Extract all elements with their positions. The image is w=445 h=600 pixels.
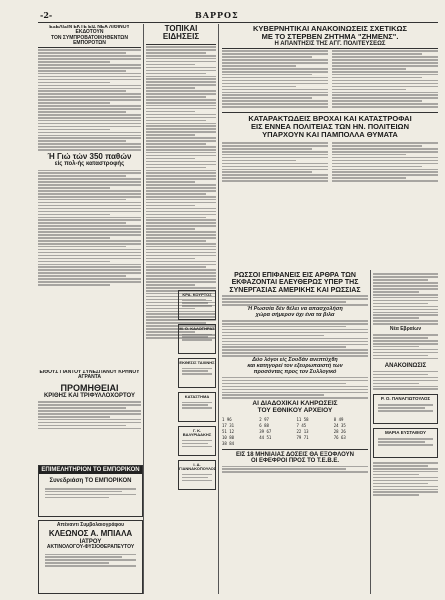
column-3-bottom [222, 272, 368, 594]
lottery-number: 38 84 [222, 440, 235, 446]
subhead-3: Δύο λόγοι είς Σουδάν ανεπτύχθη [252, 357, 338, 364]
ad-box [178, 426, 216, 456]
lottery-number: 1 96 [222, 416, 232, 422]
lottery-table [222, 417, 368, 446]
headline-6: ΥΠΑΡΧΟΥΝ ΚΑΙ ΠΑΜΠΟΛΛΑ ΘΥΜΑΤΑ [262, 129, 398, 139]
masthead [0, 10, 445, 22]
ad-box [373, 394, 438, 424]
masthead-rule [38, 22, 438, 23]
promo-text [38, 401, 141, 429]
doctor-specialty: ΑΚΤΙΝΟΛΟΓΟΥ-ΦΥΣΙΟΘΕΡΑΠΕΥΤΟΥ [46, 543, 135, 550]
lottery-number: 24 35 [333, 422, 346, 428]
column-3-top [222, 25, 438, 270]
lottery-number: 51 12 [222, 428, 235, 434]
promo-block [38, 370, 141, 460]
lottery-number: 2 97 [259, 416, 269, 422]
note-1: Νέα Εβραίων [389, 325, 422, 332]
article-text [222, 320, 368, 357]
chamber-notice [38, 465, 143, 517]
column-divider [370, 270, 371, 594]
doctor-title: ΙΑΤΡΟΥ [79, 538, 102, 545]
section-title: ΤΟΠΙΚΑΙ ΕΙΔΗΣΕΙΣ [146, 25, 216, 45]
notice-title: ΕΠΙΜΕΛΗΤΗΡΙΟΝ ΤΟ ΕΜΠΟΡΙΚΟΝ [39, 466, 142, 474]
doctor-name: ΚΛΕΩΝΟΣ Α. ΜΠΙΑΛΑ [48, 529, 133, 539]
subhead-4: και κατηγορεί τον εξευρωπαιστή των [247, 362, 343, 369]
ad-title: ΚΑΤΑΣΤΗΜΑ [184, 394, 210, 399]
column-divider [218, 24, 219, 594]
subhead-5: προσόντας προς τον Συλλογικό [253, 368, 337, 375]
article-text [373, 334, 438, 359]
notice-subtitle: Συνεδριάση ΤΟ ΕΜΠΟΡΙΚΟΝ [49, 478, 132, 485]
article-text [373, 273, 438, 325]
ad-title: ΚΡΑ. ΚΟΥΡΤΟΣ [182, 292, 212, 297]
subhead-2: χώρα σήμερον όχι ένα τα βιλα [255, 311, 335, 318]
promo-top: ΕΙΘΟΥΣ ΓΙΑΝΤΟΥ ΣΥΝΕΣΠΑΝΟΥ ΚΡΗΝΟΥ ΑΓΡΑΝΤΑ [39, 370, 140, 381]
article-text [222, 49, 328, 109]
lottery-number: 10 80 [222, 434, 235, 440]
col2-ads [178, 290, 216, 590]
ad-box [178, 290, 216, 320]
lottery-number: 22 13 [296, 428, 309, 434]
headline-13: ΟΙ ΕΦΕΦΡΟΙ ΠΡΟΣ ΤΟ Τ.Ε.Β.Ε. [250, 457, 340, 464]
lottery-number: 8 49 [333, 416, 344, 422]
headline-2: ΤΟΝ ΣΥΜΠΡΟΒΑΤΟΙΚΗΘΕΝΤΩΝ ΕΜΠΟΡΟΤΩΝ [38, 36, 141, 49]
lottery-number: 28 26 [333, 428, 346, 434]
ad-title: ΜΑΡΙΑ ΕΥΣΤΑΘΙΟΥ [384, 430, 427, 436]
headline-1: ΕΞΕΛΙΞΙΝ ΕΚΤΕ ΕΙΣ ΝΕΑ ΛΙΘΙΝΟΥ ΕΚΔΟΤΟΥΝ [49, 25, 130, 36]
headline-4: ΚΑΤΑΡΑΚΤΩΔΕΙΣ ΒΡΟΧΑΙ ΚΑΙ ΚΑΤΑΣΤΡΟΦΑΙ [222, 112, 438, 123]
column-divider [143, 24, 144, 594]
lottery-number: 17 31 [222, 422, 235, 428]
article-text [222, 295, 368, 305]
headline-10: ΑΙ ΔΙΑΔΟΧΙΚΑΙ ΚΛΗΡΩΣΕΙΣ [252, 399, 338, 407]
headline-4: είς πολ-ής καταστροφής [54, 161, 125, 168]
lottery-number: 7 45 [296, 422, 307, 428]
announcement-text [373, 371, 438, 390]
lottery-number: 76 63 [333, 434, 346, 440]
headline-12: ΕΙΣ 18 ΜΗΝΙΑΙΑΣ ΔΟΣΕΙΣ ΘΑ ΕΞΟΦΛΟΥΝ [222, 449, 368, 458]
ad-box [178, 324, 216, 354]
headline-1: ΚΥΒΕΡΝΗΤΙΚΑΙ ΑΝΑΚΟΙΝΩΣΕΙΣ ΣΧΕΤΙΚΩΣ [253, 25, 407, 33]
article-text [222, 466, 368, 473]
lottery-number: 79 71 [296, 434, 309, 440]
column-4 [373, 272, 438, 594]
article-text [38, 170, 141, 286]
article-text [373, 462, 438, 496]
lottery-number: 44 51 [259, 434, 272, 440]
promo-title: ΠΡΟΜΗΘΕΙΑΙ [60, 382, 119, 393]
ad-box [373, 428, 438, 458]
article-text [332, 49, 438, 109]
lottery-number: 11 58 [296, 416, 309, 422]
doctor-ad-text [39, 550, 142, 570]
ad-box [178, 358, 216, 388]
ad-box [178, 392, 216, 422]
ad-title: Ι. Δ. ΓΙΑΝΝΑΚΟΠΟΥΛΟΣ [179, 462, 216, 472]
subhead-1: Ή Ρωσσία δέν θέλει να απασχολήση [247, 306, 343, 313]
lottery-number: 39 67 [259, 428, 272, 434]
ad-title: Γ. Κ. ΒΑΛΥΡΙΔΑΚΗΣ [182, 428, 212, 438]
announcement-title: ΑΝΑΚΟΙΝΩΣΙΣ [384, 363, 427, 370]
article-text [222, 141, 328, 183]
headline-7: ΡΩΣΣΟΙ ΕΠΙΦΑΝΕΙΣ ΕΙΣ ΑΡΘΡΑ ΤΩΝ [234, 272, 356, 279]
article-text [38, 49, 141, 150]
headline-11: ΤΟΥ ΕΘΝΙΚΟΥ ΑΡΧΕΙΟΥ [257, 406, 333, 414]
ad-title: Μ. Ο. ΚΑΛΟΓΗΡΑΣ [179, 326, 215, 331]
promo-subtitle: ΚΡΙΘΗΣ ΚΑΙ ΤΡΙΦΥΛΛΟΧΟΡΤΟΥ [43, 392, 136, 399]
doctor-ad [38, 520, 143, 594]
doctor-ad-top: Απέναντι Συμβολαιογράφου [56, 522, 125, 528]
article-text [222, 377, 368, 399]
headline-2: ΜΕ ΤΟ ΣΤΕΡΒΕΝ ΖΗΤΗΜΑ "ΖΗΜΕΝΣ". [261, 31, 399, 41]
article-text [332, 141, 438, 183]
headline-3: Η ΑΠΑΝΤΗΣΙΣ ΤΗΣ ΑΓΓ. ΠΟΛΙΤΕΥΣΕΩΣ [222, 41, 438, 49]
ad-title: Ρ. Ο. ΠΑΝΑΓΙΩΤΟΥΛΟΣ [380, 396, 431, 402]
headline-8: ΕΚΦΑΖΟΝΤΑΙ ΕΛΕΥΘΕΡΩΣ ΥΠΕΡ ΤΗΣ [231, 279, 359, 287]
lottery-number: 6 88 [259, 422, 269, 428]
headline-3: Ή Γιώ τών 350 παθών [47, 151, 132, 161]
headline-9: ΣΥΝΕΡΓΑΣΙΑΣ ΑΜΕΡΙΚΗΣ ΚΑΙ ΡΩΣΣΙΑΣ [229, 286, 361, 294]
headline-5: ΕΙΣ ΕΝΝΕΑ ΠΟΛΙΤΕΙΑΣ ΤΩΝ ΗΝ. ΠΟΛΙΤΕΙΩΝ [250, 122, 409, 132]
page-number: -2- [40, 10, 53, 20]
paper-name: ΒΑΡΡΟΣ [195, 10, 239, 20]
ad-title: ΕΚΘΕΣΙΣ ΤΑΧΙΝΗΣ [179, 360, 215, 365]
ad-box [178, 460, 216, 490]
notice-text [39, 485, 142, 502]
